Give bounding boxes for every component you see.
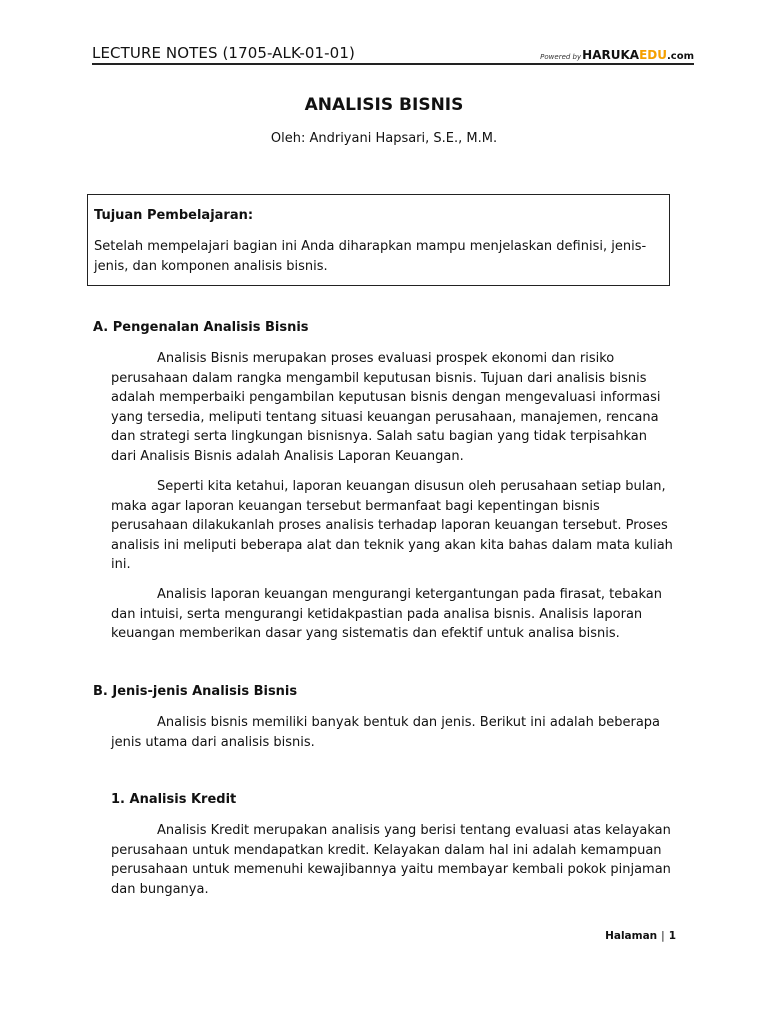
footer-separator: | xyxy=(661,930,665,942)
page-footer xyxy=(605,930,676,942)
page-header xyxy=(92,44,694,66)
section-b-paragraph: Analisis bisnis memiliki banyak bentuk dan jenis. Berikut ini adalah beberapa jenis utama dari analisis bisnis. xyxy=(111,715,661,750)
page-number: 1 xyxy=(668,930,676,942)
objective-heading: Tujuan Pembelajaran: xyxy=(94,208,254,223)
footer-label: Halaman xyxy=(605,930,658,942)
brand-powered-by: Powered by xyxy=(540,53,582,61)
harukaedu-logo xyxy=(540,47,694,64)
lecture-notes-title: LECTURE NOTES (1705-ALK-01-01) xyxy=(92,44,355,62)
brand-name: HARUKA xyxy=(582,48,640,62)
subsection-heading-analisis-kredit: 1. Analisis Kredit xyxy=(111,792,237,807)
brand-suffix: .com xyxy=(666,51,694,62)
section-a-paragraph: Analisis laporan keuangan mengurangi ketergantungan pada firasat, tebakan dan intuisi, serta mengurangi ketidakpastian pada analisa bisnis. Analisis laporan keuangan memberikan dasar yang sistematis dan efektif untuk analisa bisnis. xyxy=(111,587,663,642)
section-heading-b: B. Jenis-jenis Analisis Bisnis xyxy=(93,684,298,699)
learning-objective-box xyxy=(87,194,670,286)
subsection-paragraph: Analisis Kredit merupakan analisis yang berisi tentang evaluasi atas kelayakan perusahaan untuk mendapatkan kredit. Kelayakan dalam hal ini adalah kemampuan perusahaan untuk memenuhi kewajibannya yaitu membayar kembali pokok pinjaman dan bunganya. xyxy=(111,823,671,897)
document-title: ANALISIS BISNIS xyxy=(304,95,464,115)
document-author: Oleh: Andriyani Hapsari, S.E., M.M. xyxy=(270,131,498,146)
section-a-paragraph: Analisis Bisnis merupakan proses evaluasi prospek ekonomi dan risiko perusahaan dalam rangka mengambil keputusan bisnis. Tujuan dari analisis bisnis adalah memperbaiki pengambilan keputusan bisnis dengan mengevaluasi informasi yang tersedia, meliputi tentang situasi keuangan perusahaan, manajemen, rencana dan strategi serta lingkungan bisnisnya. Salah satu bagian yang tidak terpisahkan dari Analisis Bisnis adalah Analisis Laporan Keuangan. xyxy=(111,351,661,464)
section-heading-a: A. Pengenalan Analisis Bisnis xyxy=(93,320,309,335)
section-a-paragraph: Seperti kita ketahui, laporan keuangan disusun oleh perusahaan setiap bulan, maka agar laporan keuangan tersebut bermanfaat bagi kepentingan bisnis perusahaan dilakukanlah proses analisis terhadap laporan keuangan tersebut. Proses analisis ini meliputi beberapa alat dan teknik yang akan kita bahas dalam mata kuliah ini. xyxy=(111,479,673,573)
brand-accent: EDU xyxy=(639,48,667,62)
objective-text: Setelah mempelajari bagian ini Anda diharapkan mampu menjelaskan definisi, jenis-jenis, dan komponen analisis bisnis. xyxy=(94,239,647,274)
header-divider xyxy=(92,63,694,65)
